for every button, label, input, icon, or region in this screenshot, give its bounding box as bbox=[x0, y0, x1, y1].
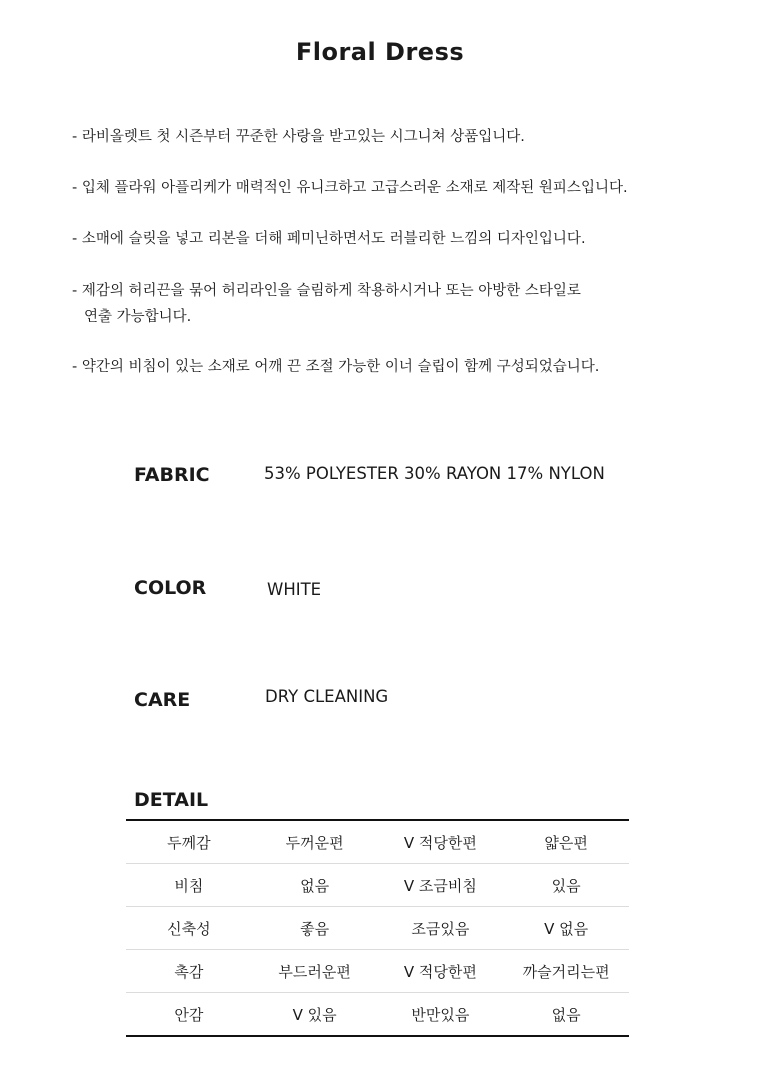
table-row bbox=[126, 950, 629, 993]
description-line: - 소매에 슬릿을 넣고 리본을 더해 페미닌하면서도 러블리한 느낌의 디자인입니다. bbox=[72, 231, 586, 247]
table-cell: 까슬거리는편 bbox=[503, 950, 629, 993]
fabric-value: 53% POLYESTER 30% RAYON 17% NYLON bbox=[264, 464, 605, 483]
table-row bbox=[126, 993, 629, 1037]
description-line: - 제감의 허리끈을 묶어 허리라인을 슬림하게 착용하시거나 또는 아방한 스타일로 bbox=[72, 283, 581, 299]
description-item bbox=[72, 278, 712, 330]
description-line-continued: 연출 가능합니다. bbox=[84, 309, 192, 325]
description-item bbox=[72, 354, 712, 380]
table-cell: 좋음 bbox=[252, 907, 378, 950]
table-cell: 비침 bbox=[126, 864, 252, 907]
color-value: WHITE bbox=[267, 580, 322, 599]
table-cell: 없음 bbox=[252, 864, 378, 907]
table-cell: 반만있음 bbox=[378, 993, 504, 1037]
description-line: - 라비올렛트 첫 시즌부터 꾸준한 사랑을 받고있는 시그니쳐 상품입니다. bbox=[72, 129, 525, 145]
table-cell: 있음 bbox=[503, 864, 629, 907]
table-cell: 두께감 bbox=[126, 820, 252, 864]
table-row bbox=[126, 864, 629, 907]
color-label: COLOR bbox=[134, 577, 207, 599]
table-row bbox=[126, 907, 629, 950]
description-item bbox=[72, 226, 712, 252]
table-cell: 신축성 bbox=[126, 907, 252, 950]
description-line: - 약간의 비침이 있는 소재로 어깨 끈 조절 가능한 이너 슬립이 함께 구성되었습니다. bbox=[72, 359, 600, 375]
table-cell: 없음 bbox=[503, 993, 629, 1037]
description-line: - 입체 플라워 아플리케가 매력적인 유니크하고 고급스러운 소재로 제작된 원피스입니다. bbox=[72, 180, 628, 196]
table-cell: 안감 bbox=[126, 993, 252, 1037]
table-cell: 두꺼운편 bbox=[252, 820, 378, 864]
care-value: DRY CLEANING bbox=[265, 687, 389, 706]
table-cell: 얇은편 bbox=[503, 820, 629, 864]
table-cell: V 적당한편 bbox=[378, 950, 504, 993]
table-cell: 조금있음 bbox=[378, 907, 504, 950]
table-cell: 부드러운편 bbox=[252, 950, 378, 993]
product-title: Floral Dress bbox=[295, 38, 465, 66]
description-item bbox=[72, 175, 712, 201]
detail-table bbox=[126, 819, 629, 1037]
table-cell: V 없음 bbox=[503, 907, 629, 950]
fabric-label: FABRIC bbox=[134, 464, 210, 486]
table-cell: V 있음 bbox=[252, 993, 378, 1037]
description-item bbox=[72, 124, 712, 150]
table-cell: 촉감 bbox=[126, 950, 252, 993]
care-label: CARE bbox=[134, 689, 191, 711]
table-row bbox=[126, 820, 629, 864]
table-cell: V 적당한편 bbox=[378, 820, 504, 864]
detail-label: DETAIL bbox=[134, 789, 209, 811]
table-cell: V 조금비침 bbox=[378, 864, 504, 907]
